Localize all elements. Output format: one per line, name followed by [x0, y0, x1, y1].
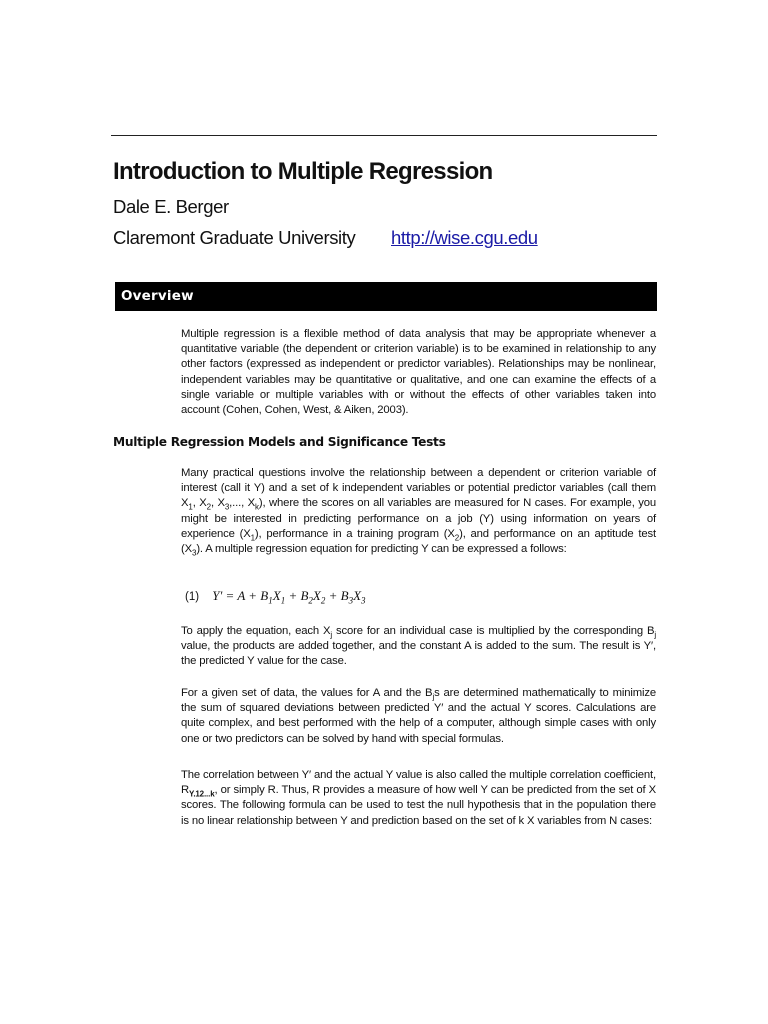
- paragraph-apply-equation: To apply the equation, each $X_j$ score for an individual case is multiplied by the corresponding $B_j$ value, the products are added together, and the constant A is added to the sum. The result is Y′, the predicted Y value for the case.: [181, 625, 656, 668]
- equation-number: (1): [185, 591, 200, 603]
- top-rule: [111, 135, 657, 136]
- overview-heading: Overview: [121, 288, 194, 304]
- paragraph-multiple-correlation: The correlation between Y′ and the actual Y value is also called the multiple correlation coefficient, $R_{Y.12...k}$, or simply R. Thus, R provides a measure of how well Y can be predicted from the set of X scores. The following formula can be used to test the null hypothesis that in the population there is no linear relationship between Y and prediction based on the set of k X variables from N cases:: [181, 769, 656, 827]
- paragraph-coefficients: For a given set of data, the values for A and the $B_js$ are determined mathematically to minimize the sum of squared deviations between predicted Y′ and the actual Y scores. Calculations are quite complex, and best performed with the help of a computer, although simple cases with only one or two predictors can be solved by hand with special formulas.: [181, 687, 656, 745]
- affiliation: Claremont Graduate University: [113, 227, 356, 248]
- regression-equation: [185, 588, 366, 604]
- website-link[interactable]: http://wise.cgu.edu: [391, 227, 538, 248]
- section-heading: Multiple Regression Models and Significance Tests: [113, 435, 446, 449]
- author-name: Dale E. Berger: [113, 196, 229, 217]
- paragraph-predictors: Many practical questions involve the relationship between a dependent or criterion variable of interest (call it Y) and a set of k independent variables or potential predictor variables (call them $X_1$, $X_2$, $X_3$,..., $X_k$), where the scores on all variables are measured for N cases. For example, you might be interested in predicting performance on a job (Y) using information on years of experience $(X_1)$, performance in a training program $(X_2)$, and performance on an aptitude test $(X_3)$. A multiple regression equation for predicting Y can be expressed a follows:: [181, 467, 656, 558]
- overview-section-bar: [115, 282, 657, 311]
- equation-formula: $Y' = A + B_1X_1 + B_2X_2 + B_3X_3$: [212, 588, 366, 606]
- overview-paragraph: Multiple regression is a flexible method of data analysis that may be appropriate whenever a quantitative variable (the dependent or criterion variable) is to be examined in relationship to any other factors (expressed as independent or predictor variables). Relationships may be nonlinear, independent variables may be quantitative or qualitative, and one can examine the effects of a single variable or multiple variables with or without the effects of other variables taken into account (Cohen, Cohen, West, & Aiken, 2003).: [181, 328, 656, 417]
- document-title: Introduction to Multiple Regression: [113, 158, 493, 185]
